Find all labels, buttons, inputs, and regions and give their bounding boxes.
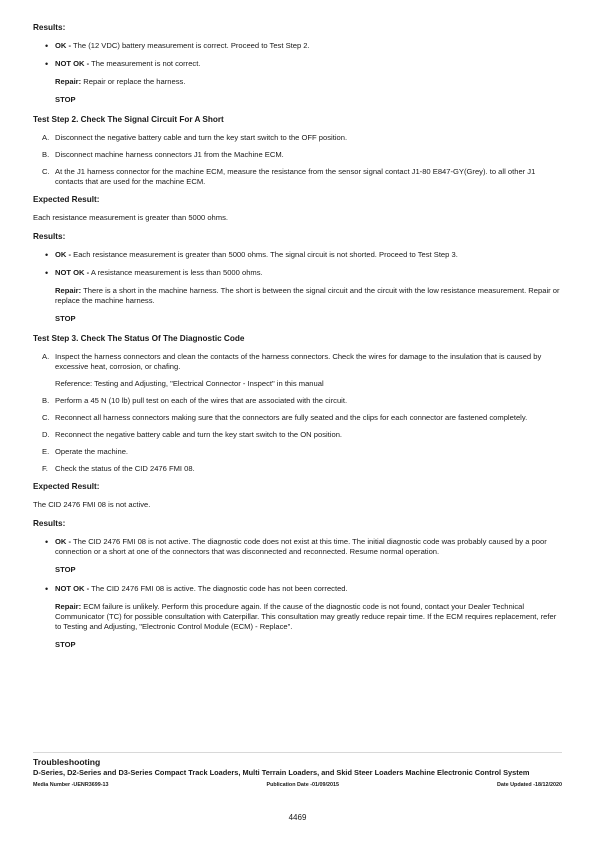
repair-text: Repair or replace the harness. xyxy=(81,77,186,86)
not-ok-text: A resistance measurement is less than 5000 ohms. xyxy=(89,268,263,277)
repair-note xyxy=(33,77,562,87)
results-heading: Results: xyxy=(33,232,66,241)
step3-heading: Test Step 3. Check The Status Of The Diagnostic Code xyxy=(33,334,245,343)
not-ok-label: NOT OK - xyxy=(55,268,90,277)
list-item-text: Inspect the harness connectors and clean the contacts of the harness connectors. Check the wires for damage to the insulation that is caused by excessive heat, corrosion, or chafing. xyxy=(55,352,542,371)
publication-date: Publication Date -01/09/2015 xyxy=(266,782,339,788)
stop-label: STOP xyxy=(55,565,76,574)
reference-label: Reference: xyxy=(55,379,93,388)
list-item-text: At the J1 harness connector for the machine ECM, measure the resistance from the sensor signal contact J1-80 E847-GY(Grey). to all other J1 contacts that are used for the machine ECM. xyxy=(55,167,536,186)
footer-title: Troubleshooting xyxy=(33,757,101,767)
ok-text: The (12 VDC) battery measurement is correct. Proceed to Test Step 2. xyxy=(71,41,310,50)
step3-item-b xyxy=(33,396,562,406)
stop-label: STOP xyxy=(55,95,76,104)
ok-label: OK - xyxy=(55,250,72,259)
repair-note xyxy=(33,602,562,632)
not-ok-label: NOT OK - xyxy=(55,584,90,593)
step2-item-c xyxy=(33,167,562,187)
ok-text: The CID 2476 FMI 08 is not active. The diagnostic code does not exist at this time. The initial diagnostic code was probably caused by a poor connection or a short at one of the connectors that was disconnected and reconnected. Resume normal operation. xyxy=(55,537,547,556)
not-ok-label: NOT OK - xyxy=(55,59,90,68)
bullet-icon: • xyxy=(45,59,49,69)
bullet-icon: • xyxy=(45,268,49,278)
list-marker: B. xyxy=(42,150,50,159)
reference-text: Testing and Adjusting, "Electrical Connector - Inspect" in this manual xyxy=(92,379,324,388)
ok-label: OK - xyxy=(55,41,72,50)
repair-label: Repair: xyxy=(55,77,82,86)
result-ok xyxy=(33,41,562,51)
expected-text: The CID 2476 FMI 08 is not active. xyxy=(33,500,151,509)
page-number: 4469 xyxy=(288,813,307,822)
expected-heading: Expected Result: xyxy=(33,482,100,491)
date-updated: Date Updated -18/12/2020 xyxy=(496,782,562,788)
list-item-text: Reconnect the negative battery cable and turn the key start switch to the ON position. xyxy=(55,430,343,439)
repair-label: Repair: xyxy=(55,286,82,295)
list-item-text: Disconnect the negative battery cable and turn the key start switch to the OFF position. xyxy=(55,133,348,142)
list-marker: E. xyxy=(42,447,50,456)
bullet-icon: • xyxy=(45,584,49,594)
expected-heading: Expected Result: xyxy=(33,195,100,204)
results-heading: Results: xyxy=(33,519,66,528)
result-ok xyxy=(33,250,562,260)
ok-label: OK - xyxy=(55,537,72,546)
list-marker: B. xyxy=(42,396,50,405)
document-body xyxy=(33,22,562,659)
bullet-icon: • xyxy=(45,250,49,260)
list-marker: D. xyxy=(42,430,50,439)
list-marker: A. xyxy=(42,133,50,142)
list-item-text: Disconnect machine harness connectors J1 from the Machine ECM. xyxy=(55,150,284,159)
list-marker: C. xyxy=(42,167,50,176)
step3-item-f xyxy=(33,464,562,474)
list-marker: A. xyxy=(42,352,50,361)
result-ok xyxy=(33,537,562,557)
list-item-text: Check the status of the CID 2476 FMI 08. xyxy=(55,464,195,473)
step3-item-a xyxy=(33,352,562,372)
repair-note xyxy=(33,286,562,306)
footer-subtitle: D-Series, D2-Series and D3-Series Compact Track Loaders, Multi Terrain Loaders, and Skid Steer Loaders Machine Electronic Control System xyxy=(33,768,530,777)
step3-item-c xyxy=(33,413,562,423)
step2-item-b xyxy=(33,150,562,160)
page-footer xyxy=(33,752,562,788)
result-not-ok xyxy=(33,59,562,69)
ok-text: Each resistance measurement is greater than 5000 ohms. The signal circuit is not shorted. Proceed to Test Step 3. xyxy=(71,250,458,259)
stop-label: STOP xyxy=(55,314,76,323)
stop-label: STOP xyxy=(55,640,76,649)
repair-text: There is a short in the machine harness. The short is between the signal circuit and the circuit with the low resistance measurement. Repair or replace the machine harness. xyxy=(55,286,560,305)
results-heading: Results: xyxy=(33,23,66,32)
bullet-icon: • xyxy=(45,41,49,51)
list-item-text: Perform a 45 N (10 lb) pull test on each of the wires that are associated with the circuit. xyxy=(55,396,348,405)
step3-item-e xyxy=(33,447,562,457)
repair-label: Repair: xyxy=(55,602,82,611)
repair-text: ECM failure is unlikely. Perform this procedure again. If the cause of the diagnostic code is not found, contact your Dealer Technical Communicator (TC) for possible consultation with Caterpillar. This consultation may greatly reduce repair time. If the ECM requires replacement, refer to Testing and Adjusting, "Electronic Control Module (ECM) - Replace". xyxy=(55,602,557,631)
bullet-icon: • xyxy=(45,537,49,547)
list-marker: F. xyxy=(42,464,48,473)
not-ok-text: The CID 2476 FMI 08 is active. The diagnostic code has not been corrected. xyxy=(89,584,348,593)
list-marker: C. xyxy=(42,413,50,422)
footer-meta xyxy=(33,782,562,788)
list-item-text: Operate the machine. xyxy=(55,447,129,456)
step2-heading: Test Step 2. Check The Signal Circuit For A Short xyxy=(33,115,224,124)
reference-note xyxy=(33,379,562,389)
result-not-ok xyxy=(33,584,562,594)
list-item-text: Reconnect all harness connectors making sure that the connectors are fully seated and the clips for each connector are fastened completely. xyxy=(55,413,528,422)
result-not-ok xyxy=(33,268,562,278)
media-number: Media Number -UENR3699-13 xyxy=(33,782,109,788)
step2-item-a xyxy=(33,133,562,143)
step3-item-d xyxy=(33,430,562,440)
expected-text: Each resistance measurement is greater than 5000 ohms. xyxy=(33,213,229,222)
not-ok-text: The measurement is not correct. xyxy=(89,59,201,68)
